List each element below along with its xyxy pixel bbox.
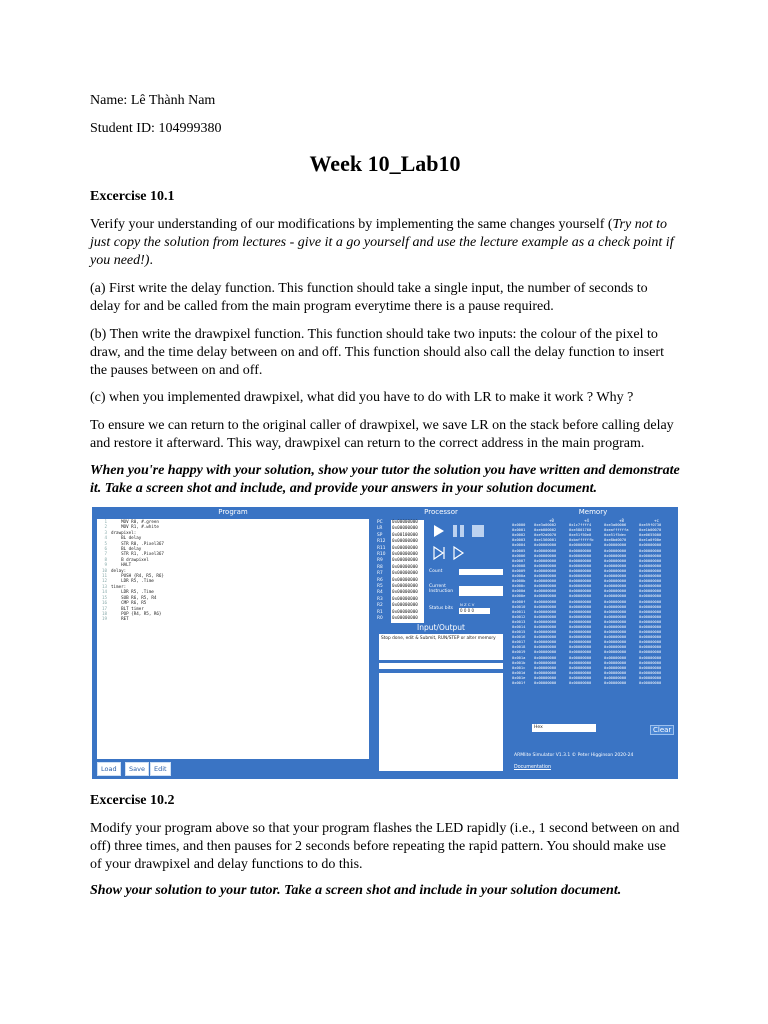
memory-cell[interactable]: 0xe5801760 (569, 528, 592, 533)
code-text: POP {R4, R5, R6} (111, 610, 162, 616)
memory-cell[interactable]: 0x00000000 (534, 670, 557, 675)
memory-cell[interactable]: 0x00000000 (639, 670, 662, 675)
count-field (459, 569, 503, 575)
memory-cell[interactable]: 0x00000000 (604, 594, 627, 599)
line-number: 11 (101, 573, 107, 579)
memory-cell[interactable]: 0xe51f50e0 (569, 533, 592, 538)
register-name: SP (377, 532, 383, 538)
code-text: PUSH {R4, R5, R6} (111, 573, 164, 579)
memory-cell[interactable]: 0x00000000 (534, 619, 557, 624)
memory-cell[interactable]: 0x00000000 (569, 681, 592, 685)
register-value: 0x00000000 (391, 603, 424, 609)
processor-panel-title: Processor (424, 508, 458, 516)
memory-address: 0x0001 (512, 528, 526, 533)
memory-cell[interactable]: 0x00000000 (604, 645, 627, 650)
memory-cell[interactable]: 0xe51f5dec (604, 533, 627, 538)
memory-cell[interactable]: 0x00000000 (604, 584, 627, 589)
register-value: 0x00000000 (391, 526, 424, 532)
line-number: 16 (101, 600, 107, 606)
memory-cell[interactable]: 0x00000000 (639, 563, 662, 568)
memory-cell[interactable]: 0x00000000 (569, 640, 592, 645)
part-b: (b) Then write the drawpixel function. This function should take two inputs: the colour of the pixel to draw, and the time delay between on and off. This function should also call the delay function to insert the pauses between on and off. (90, 327, 664, 378)
memory-cell[interactable]: 0x00000000 (534, 655, 557, 660)
run-controls (432, 524, 492, 564)
io-input[interactable] (379, 663, 503, 669)
stop-icon[interactable] (472, 525, 484, 537)
memory-cell[interactable]: 0xe1560001 (534, 538, 557, 543)
memory-cell[interactable]: 0x00000000 (639, 650, 662, 655)
memory-address: 0x001a (512, 655, 526, 660)
memory-cell[interactable]: 0x00000000 (604, 665, 627, 670)
memory-address: 0x0006 (512, 553, 526, 558)
memory-cell[interactable]: 0x00000000 (569, 619, 592, 624)
memory-address: 0x0018 (512, 645, 526, 650)
memory-cell[interactable]: 0x00000000 (639, 548, 662, 553)
memory-cell[interactable]: 0x00000000 (639, 599, 662, 604)
register-name: R8 (377, 564, 383, 570)
memory-cell[interactable]: 0x00000000 (639, 574, 662, 579)
code-text: MOV R1, #.white (111, 524, 159, 530)
memory-address: 0x0003 (512, 538, 526, 543)
memory-cell[interactable]: 0x00000000 (569, 604, 592, 609)
memory-cell[interactable]: 0x00000000 (639, 584, 662, 589)
memory-address: 0x0009 (512, 568, 526, 573)
memory-cell[interactable]: 0x00000000 (534, 640, 557, 645)
line-number: 3 (104, 529, 107, 535)
exercise-2-body: Modify your program above so that your program flashes the LED rapidly (i.e., 1 second between on and off) three times, and then pauses for 2 seconds before repeating the rapid pattern. You should make use of your drawpixel and delay functions to do this. (90, 821, 680, 872)
register-name: R4 (377, 590, 383, 596)
memory-cell[interactable]: 0x00000000 (569, 553, 592, 558)
register-value: 0x00000000 (391, 584, 424, 590)
register-name: R9 (377, 558, 383, 564)
register-name: R6 (377, 577, 383, 583)
memory-cell[interactable]: 0x00000000 (569, 630, 592, 635)
memory-cell[interactable]: 0x00000000 (604, 553, 627, 558)
memory-cell[interactable]: 0x00000000 (604, 619, 627, 624)
memory-cell[interactable]: 0x00000000 (569, 665, 592, 670)
memory-cell[interactable]: 0x00000000 (569, 655, 592, 660)
register-name: LR (377, 526, 383, 532)
memory-cell[interactable]: 0x00000000 (639, 645, 662, 650)
memory-cell[interactable]: 0x00000000 (604, 568, 627, 573)
memory-cell[interactable]: 0x00000000 (569, 568, 592, 573)
memory-cell[interactable]: 0x00000000 (604, 558, 627, 563)
memory-cell[interactable]: 0x00000000 (569, 594, 592, 599)
line-number: 13 (101, 583, 107, 589)
memory-cell[interactable]: 0x00000000 (604, 624, 627, 629)
program-editor[interactable] (97, 519, 369, 759)
memory-address: 0x0007 (512, 558, 526, 563)
code-text: STR R0, .Pixel367 (111, 540, 164, 546)
memory-cell[interactable]: 0xeb000002 (534, 528, 557, 533)
memory-cell[interactable]: 0x00000000 (569, 543, 592, 548)
memory-cell[interactable]: 0x00000000 (639, 558, 662, 563)
register-name: R2 (377, 603, 383, 609)
memory-cell[interactable]: 0x00000000 (604, 614, 627, 619)
memory-cell[interactable]: 0x00000000 (604, 670, 627, 675)
register-value: 0x00000000 (391, 578, 424, 584)
memory-address: 0x000e (512, 594, 526, 599)
memory-cell[interactable]: 0x00000000 (569, 558, 592, 563)
memory-cell[interactable]: 0x00000000 (604, 563, 627, 568)
memory-col-header: +8 (619, 518, 624, 523)
step-icon[interactable] (434, 547, 443, 559)
register-value: 0x00000000 (391, 597, 424, 603)
memory-cell[interactable]: 0x00000000 (534, 665, 557, 670)
memory-row (512, 681, 674, 686)
status-bits-value: 0 0 0 0 (459, 608, 490, 614)
memory-cell[interactable]: 0x00000000 (639, 630, 662, 635)
memory-cell[interactable]: 0x00000000 (534, 609, 557, 614)
save-button[interactable]: Save (125, 762, 149, 776)
code-text: LDR R5, .Time (111, 578, 154, 584)
code-text: HALT (111, 562, 132, 568)
code-text: CMP R6, R5 (111, 600, 147, 606)
memory-cell[interactable]: 0x00000000 (534, 660, 557, 665)
edit-button[interactable]: Edit (150, 762, 171, 776)
memory-address: 0x0014 (512, 624, 526, 629)
memory-cell[interactable]: 0x00000000 (534, 594, 557, 599)
register-value: 0x00000000 (391, 539, 424, 545)
memory-cell[interactable]: 0x00000000 (534, 558, 557, 563)
memory-col-header: +c (654, 518, 659, 523)
memory-cell[interactable]: 0x00000000 (639, 635, 662, 640)
memory-address: 0x0010 (512, 604, 526, 609)
memory-cell[interactable]: 0x00000000 (534, 630, 557, 635)
memory-cell[interactable]: 0x00000000 (604, 574, 627, 579)
memory-cell[interactable]: 0x00000000 (569, 584, 592, 589)
register-value: 0x00000000 (391, 552, 424, 558)
memory-cell[interactable]: 0x00000000 (639, 655, 662, 660)
memory-cell[interactable]: 0x00000000 (569, 660, 592, 665)
memory-cell[interactable]: 0x00000000 (604, 609, 627, 614)
code-text: timer: (111, 583, 127, 589)
part-a: (a) First write the delay function. This function should take a single input, the number of seconds to delay for and be called from the main program everytime there is a pause required. (90, 281, 648, 314)
code-text: LDR R5, .Time (111, 589, 154, 595)
memory-cell[interactable]: 0x00000000 (604, 604, 627, 609)
memory-address: 0x000d (512, 589, 526, 594)
memory-cell[interactable]: 0x00000000 (534, 645, 557, 650)
memory-cell[interactable]: 0x00000000 (569, 670, 592, 675)
memory-cell[interactable]: 0x00000000 (569, 589, 592, 594)
memory-cell[interactable]: 0x00000000 (604, 655, 627, 660)
line-number: 14 (101, 589, 107, 595)
credit-text: ARMlite Simulator V1.3.1 © Peter Higginson 2020-24 (514, 753, 634, 758)
register-value: 0x00000000 (391, 616, 424, 622)
memory-cell[interactable]: 0x00000000 (534, 553, 557, 558)
memory-address: 0x000b (512, 579, 526, 584)
part-c: (c) when you implemented drawpixel, what did you have to do with LR to make it work ? Why ? (90, 390, 634, 405)
register-name: R12 (377, 539, 386, 545)
status-flags: N Z C V (460, 602, 475, 607)
memory-cell[interactable]: 0x00000000 (639, 681, 662, 685)
register-name: R5 (377, 584, 383, 590)
memory-cell[interactable]: 0x00000000 (534, 624, 557, 629)
register-value: 0x00000000 (391, 590, 424, 596)
register-value: 0x00000000 (391, 565, 424, 571)
memory-cell[interactable]: 0x00000000 (604, 543, 627, 548)
memory-cell[interactable]: 0x00000000 (639, 614, 662, 619)
register-row (377, 616, 425, 622)
memory-cell[interactable]: 0x00000000 (534, 584, 557, 589)
memory-address: 0x0011 (512, 609, 526, 614)
memory-cell[interactable]: 0x00000000 (639, 579, 662, 584)
register-name: R3 (377, 596, 383, 602)
code-text: B drawpixel (111, 556, 149, 562)
memory-cell[interactable]: 0x00000000 (604, 548, 627, 553)
memory-cell[interactable]: 0xe8bd0070 (604, 538, 627, 543)
memory-cell[interactable]: 0x00000000 (604, 675, 627, 680)
register-value: 0x00100000 (391, 533, 424, 539)
format-select[interactable]: Hex (532, 724, 596, 732)
pause-icon[interactable] (453, 525, 457, 537)
line-number: 19 (101, 616, 107, 622)
clear-button[interactable]: Clear (650, 725, 674, 735)
memory-cell[interactable]: 0x00000000 (569, 563, 592, 568)
memory-address: 0x000f (512, 599, 526, 604)
memory-cell[interactable]: 0x00000000 (534, 548, 557, 553)
memory-address: 0x0019 (512, 650, 526, 655)
memory-cell[interactable]: 0x00000000 (639, 589, 662, 594)
memory-cell[interactable]: 0x00000000 (639, 553, 662, 558)
answer-c: To ensure we can return to the original caller of drawpixel, we save LR on the stack before calling delay and restore it afterward. This way, drawpixel can return to the correct address in the main program. (90, 418, 674, 451)
memory-cell[interactable]: 0xe0655000 (639, 533, 662, 538)
line-number: 6 (104, 546, 107, 552)
memory-cell[interactable]: 0x00000000 (604, 635, 627, 640)
memory-panel-title: Memory (578, 508, 608, 516)
code-text: MOV R0, #.green (111, 519, 159, 524)
memory-cell[interactable]: 0x00000000 (534, 543, 557, 548)
memory-col-header: +0 (549, 518, 554, 523)
memory-cell[interactable]: 0xbaffffffb (569, 538, 594, 543)
intro-italic-text: Try not to just copy the solution from lectures - give it a go yourself and use the lecture example as a check point if you need!) (90, 217, 674, 268)
memory-address: 0x001e (512, 675, 526, 680)
code-text: STR R1, .Pixel367 (111, 551, 164, 557)
code-text: delay: (111, 567, 127, 573)
line-number: 9 (104, 562, 107, 568)
line-number: 15 (101, 594, 107, 600)
memory-cell[interactable]: 0x00000000 (534, 681, 557, 685)
memory-address: 0x001d (512, 670, 526, 675)
memory-col-header: +4 (584, 518, 589, 523)
code-text: BLT timer (111, 605, 144, 611)
register-list (377, 520, 425, 623)
step-over-icon[interactable] (454, 547, 463, 559)
memory-cell[interactable]: 0x00000000 (534, 563, 557, 568)
memory-cell[interactable]: 0xe59f0730 (639, 523, 662, 528)
code-text: BL delay (111, 546, 142, 552)
load-button[interactable]: Load (97, 762, 121, 776)
memory-cell[interactable]: 0x00000000 (569, 624, 592, 629)
memory-cell[interactable]: 0x00000000 (639, 604, 662, 609)
memory-cell[interactable]: 0x00000000 (639, 619, 662, 624)
code-line (97, 616, 369, 621)
memory-cell[interactable]: 0x00000000 (534, 675, 557, 680)
memory-cell[interactable]: 0x00000000 (569, 645, 592, 650)
memory-cell[interactable]: 0x00000000 (604, 650, 627, 655)
line-number: 8 (104, 556, 107, 562)
exercise-1-intro (90, 216, 680, 270)
memory-address: 0x0005 (512, 548, 526, 553)
line-number: 18 (101, 610, 107, 616)
memory-address: 0x0015 (512, 630, 526, 635)
register-name: R1 (377, 609, 383, 615)
memory-cell[interactable]: 0x00000000 (534, 614, 557, 619)
memory-cell[interactable]: 0x00000000 (569, 635, 592, 640)
register-value: 0x00000000 (391, 520, 424, 526)
memory-address: 0x000a (512, 574, 526, 579)
memory-cell[interactable]: 0x00000000 (569, 599, 592, 604)
memory-cell[interactable]: 0x00000000 (639, 543, 662, 548)
program-panel-title: Program (218, 508, 248, 516)
memory-table (512, 518, 674, 686)
memory-cell[interactable]: 0x00000000 (639, 568, 662, 573)
status-bits-label: Status bits (429, 606, 453, 611)
memory-address: 0x0000 (512, 523, 526, 528)
memory-address: 0x0004 (512, 543, 526, 548)
exercise-2-heading: Excercise 10.2 (90, 793, 175, 808)
memory-address: 0x0016 (512, 635, 526, 640)
io-display (379, 673, 503, 771)
memory-cell[interactable]: 0xe1a0f00e (639, 538, 662, 543)
memory-cell[interactable]: 0x00000000 (604, 589, 627, 594)
register-name: R10 (377, 552, 386, 558)
memory-cell[interactable]: 0x00000000 (639, 640, 662, 645)
armlite-screenshot (92, 507, 678, 779)
io-panel-title: Input/Output (417, 623, 465, 632)
memory-cell[interactable]: 0x00000000 (639, 609, 662, 614)
register-value: 0x00000000 (391, 610, 424, 616)
register-value: 0x00000000 (391, 571, 424, 577)
count-label: Count (429, 569, 443, 574)
memory-cell[interactable]: 0x00000000 (604, 630, 627, 635)
memory-cell[interactable]: 0x00000000 (604, 660, 627, 665)
memory-cell[interactable]: 0x00000000 (534, 650, 557, 655)
memory-cell[interactable]: 0x00000000 (639, 665, 662, 670)
memory-cell[interactable]: 0xeaffffffa (604, 528, 629, 533)
memory-cell[interactable]: 0x00000000 (604, 579, 627, 584)
register-name: R0 (377, 616, 383, 622)
memory-cell[interactable]: 0xe3a00002 (534, 523, 557, 528)
code-text: drawpixel: (111, 529, 137, 535)
memory-address: 0x001f (512, 681, 526, 685)
exercise-1-instruction: When you're happy with your solution, show your tutor the solution you have written and demonstrate it. Take a screen shot and include, and provide your answers in your solution document. (90, 463, 680, 496)
intro-end: . (149, 253, 153, 268)
line-number: 12 (101, 578, 107, 584)
memory-cell[interactable]: 0x00000000 (534, 568, 557, 573)
student-name: Name: Lê Thành Nam (90, 93, 216, 108)
line-number: 5 (104, 540, 107, 546)
memory-address: 0x0012 (512, 614, 526, 619)
intro-text: Verify your understanding of our modifications by implementing the same changes yourself ( (90, 217, 613, 232)
line-number: 7 (104, 551, 107, 557)
register-name: R11 (377, 545, 386, 551)
memory-cell[interactable]: 0x00000000 (534, 574, 557, 579)
memory-cell[interactable]: 0x00000000 (639, 675, 662, 680)
memory-cell[interactable]: 0x00000000 (569, 579, 592, 584)
memory-cell[interactable]: 0x00000000 (604, 599, 627, 604)
line-number: 10 (101, 567, 107, 573)
current-instruction-field (459, 586, 503, 596)
run-icon[interactable] (434, 525, 444, 537)
memory-cell[interactable]: 0xe3a00006 (604, 523, 627, 528)
memory-address: 0x0002 (512, 533, 526, 538)
memory-cell[interactable]: 0x00000000 (569, 548, 592, 553)
line-number: 4 (104, 535, 107, 541)
memory-cell[interactable]: 0x00000000 (569, 614, 592, 619)
current-instruction-label: Current Instruction (429, 584, 454, 594)
memory-address: 0x001b (512, 660, 526, 665)
memory-cell[interactable]: 0x00000000 (534, 635, 557, 640)
memory-cell[interactable]: 0xe92d0070 (534, 533, 557, 538)
memory-address: 0x0008 (512, 563, 526, 568)
documentation-link[interactable]: Documentation (514, 765, 551, 770)
register-name: PC (377, 520, 383, 525)
memory-cell[interactable]: 0x00000000 (604, 681, 627, 685)
page-title: Week 10_Lab10 (309, 151, 461, 176)
memory-address: 0x0017 (512, 640, 526, 645)
exercise-2-instruction: Show your solution to your tutor. Take a screen shot and include in your solution document. (90, 883, 622, 898)
memory-cell[interactable]: 0x00000000 (604, 640, 627, 645)
register-value: 0x00000000 (391, 558, 424, 564)
memory-cell[interactable]: 0x00000000 (569, 675, 592, 680)
memory-cell[interactable]: 0x00000000 (569, 650, 592, 655)
memory-cell[interactable]: 0x00000000 (639, 624, 662, 629)
line-number: 2 (104, 524, 107, 530)
memory-address: 0x001c (512, 665, 526, 670)
memory-cell[interactable]: 0x00000000 (639, 594, 662, 599)
memory-cell[interactable]: 0x00000000 (569, 609, 592, 614)
register-value: 0x00000000 (391, 546, 424, 552)
memory-address: 0x000c (512, 584, 526, 589)
memory-cell[interactable]: 0x00000000 (534, 599, 557, 604)
memory-cell[interactable]: 0x00000000 (534, 579, 557, 584)
register-name: R7 (377, 571, 383, 577)
code-text: RET (111, 616, 129, 622)
memory-cell[interactable]: 0x00000000 (534, 589, 557, 594)
student-id: Student ID: 104999380 (90, 121, 222, 136)
memory-cell[interactable]: 0x00000000 (534, 604, 557, 609)
line-number: 17 (101, 605, 107, 611)
code-text: BL delay (111, 535, 142, 541)
memory-cell[interactable]: 0x00000000 (639, 660, 662, 665)
code-text: SUB R6, R5, R4 (111, 594, 157, 600)
memory-cell[interactable]: 0xe1b00070 (639, 528, 662, 533)
io-message: Stop done, edit & Submit, RUN/STEP or alter memory (379, 634, 503, 660)
memory-cell[interactable]: 0x1c7ffff4 (569, 523, 592, 528)
line-number: 1 (104, 519, 107, 524)
memory-cell[interactable]: 0x00000000 (569, 574, 592, 579)
memory-address: 0x0013 (512, 619, 526, 624)
exercise-1-heading: Excercise 10.1 (90, 189, 175, 204)
